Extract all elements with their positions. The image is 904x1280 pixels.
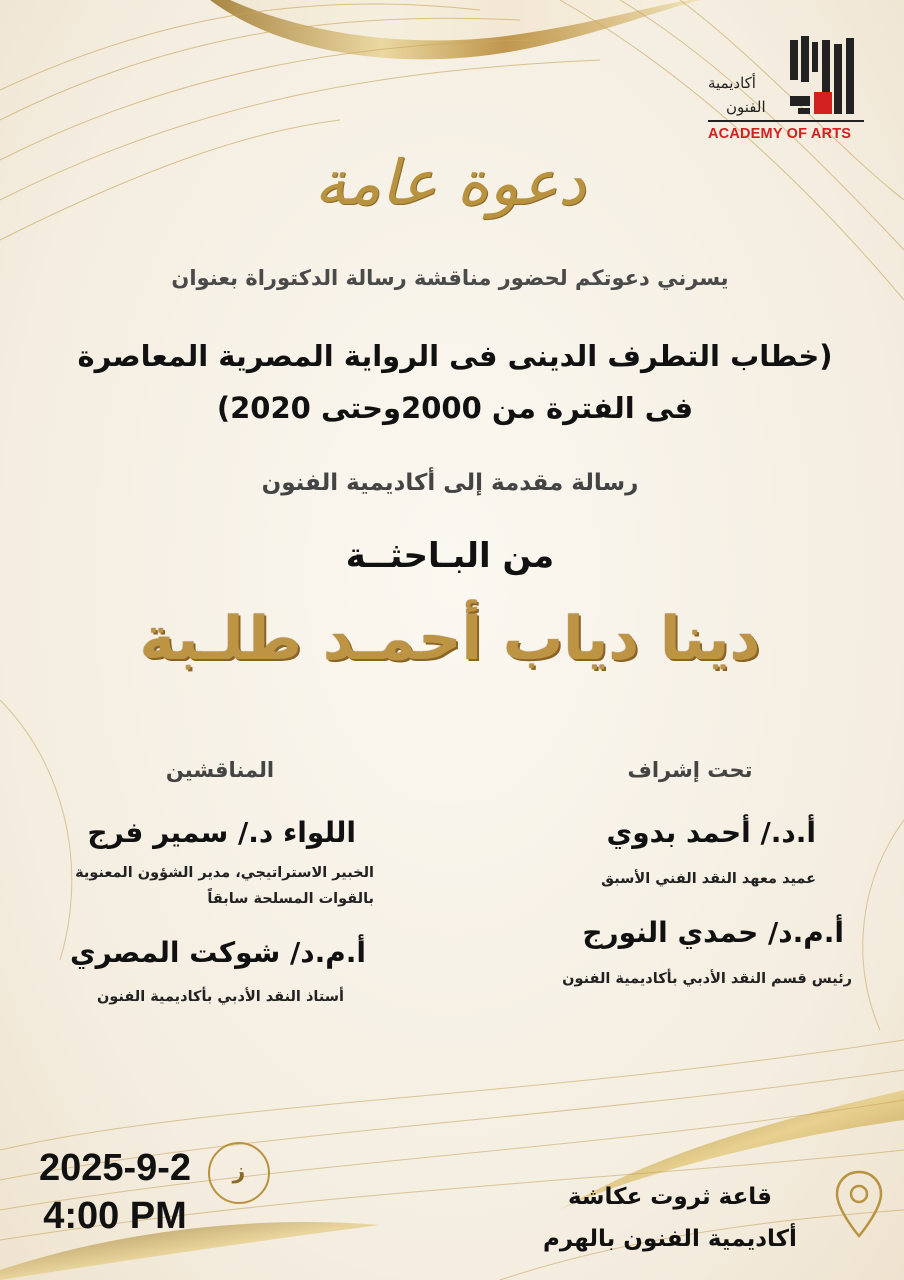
supervisor-1-name: أ.د./ أحمد بدوي xyxy=(606,816,816,849)
supervisor-2-name: أ.م.د/ حمدي النورج xyxy=(582,916,844,949)
intro-text: يسرني دعوتكم لحضور مناقشة رسالة الدكتوراة بعنوان xyxy=(171,266,729,290)
supervisor-2-role: رئيس قسم النقد الأدبي بأكاديمية الفنون xyxy=(562,971,852,987)
examiner-2-role: أستاذ النقد الأدبي بأكاديمية الفنون xyxy=(96,989,344,1005)
location-pin-icon xyxy=(832,1168,886,1242)
venue-line2: أكاديمية الفنون بالهرم xyxy=(543,1226,797,1252)
examiner-2-name: أ.م.د/ شوكت المصري xyxy=(69,936,366,969)
event-date: 2025-9-2 xyxy=(38,1147,192,1189)
clock-icon-glyph: ز xyxy=(232,1159,246,1184)
thesis-title-line1: (خطاب التطرف الدينى فى الرواية المصرية المعاصرة xyxy=(77,339,833,373)
clock-icon xyxy=(208,1142,270,1204)
page-title: دعوة عامة xyxy=(314,146,586,219)
examiner-1-role-line2: بالقوات المسلحة سابقاً xyxy=(207,891,374,907)
thesis-title-line2: فى الفترة من 2000وحتى 2020) xyxy=(216,391,694,425)
event-datetime xyxy=(20,1144,210,1240)
supervision-heading: تحت إشراف xyxy=(627,758,753,782)
event-time: 4:00 PM xyxy=(43,1195,187,1237)
examiner-1-role-line1: الخبير الاستراتيجي، مدير الشؤون المعنوية xyxy=(75,865,374,881)
submitted-to-text: رسالة مقدمة إلى أكاديمية الفنون xyxy=(261,470,639,496)
supervisor-1-role: عميد معهد النقد الفني الأسبق xyxy=(601,871,816,887)
examiner-1-name: اللواء د./ سمير فرج xyxy=(87,816,356,849)
logo-arabic-line1: أكاديمية xyxy=(708,74,756,92)
examiner-1-role xyxy=(40,860,374,912)
researcher-name: دينا دياب أحمـد طلـبة xyxy=(139,604,761,674)
academy-logo xyxy=(700,34,870,146)
venue-line1: قاعة ثروت عكاشة xyxy=(567,1184,772,1210)
event-venue xyxy=(520,1176,820,1260)
logo-english-text: ACADEMY OF ARTS xyxy=(708,126,852,142)
logo-arabic-line2: الفنون xyxy=(726,98,766,116)
thesis-title xyxy=(40,330,870,434)
examiners-heading: المناقشين xyxy=(165,758,275,782)
from-researcher-label: من البـاحثــة xyxy=(345,536,555,576)
